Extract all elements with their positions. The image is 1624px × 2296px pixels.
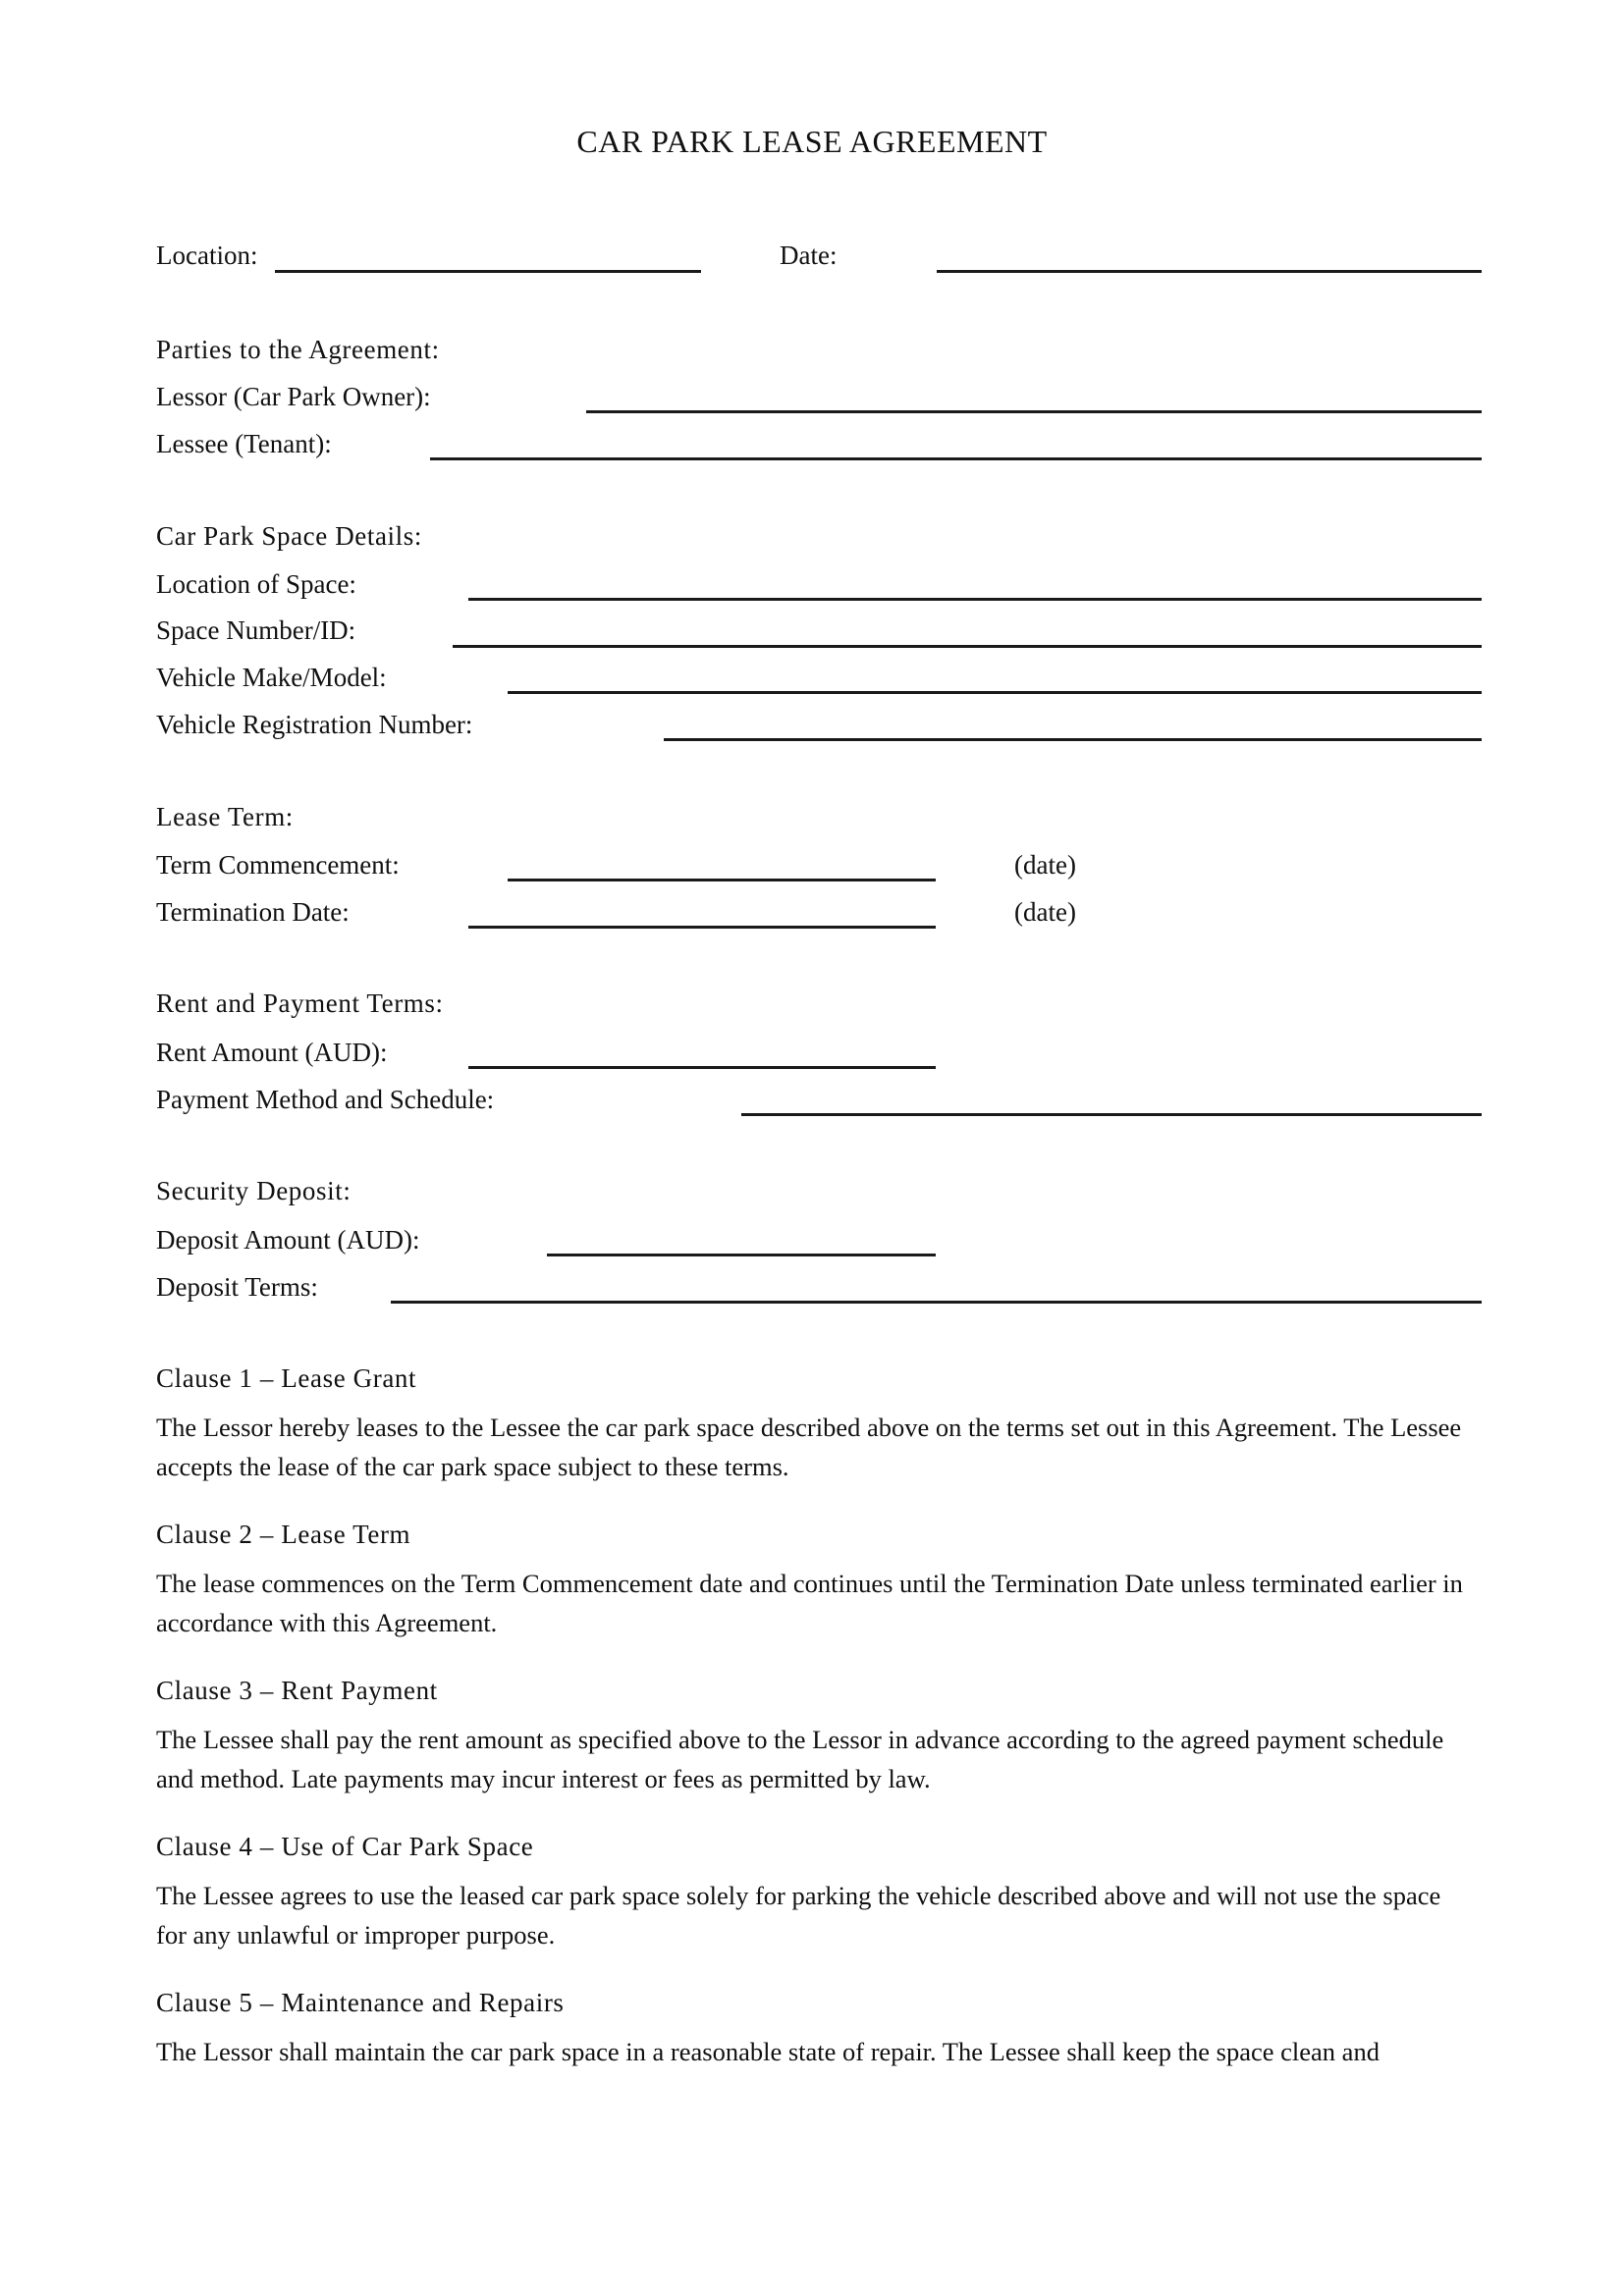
- clause-body: The lease commences on the Term Commencement date and continues until the Termination Date unless terminated earlier in accordance with this Agreement.: [156, 1569, 1463, 1637]
- deposit-terms-label: Deposit Terms:: [156, 1272, 318, 1302]
- clause-body: The Lessee agrees to use the leased car park space solely for parking the vehicle described above and will not use the space for any unlawful or improper purpose.: [156, 1881, 1441, 1949]
- space-number-field[interactable]: [453, 645, 1482, 648]
- deposit-terms-field[interactable]: [391, 1301, 1482, 1304]
- registration-field[interactable]: [664, 738, 1482, 741]
- commencement-row: [0, 845, 1624, 884]
- clause-body: The Lessor hereby leases to the Lessee the car park space described above on the terms set out in this Agreement. The Lessee accepts the lease of the car park space subject to these terms.: [156, 1413, 1462, 1481]
- rent-amount-row: [0, 1033, 1624, 1072]
- lessee-row: [0, 424, 1624, 463]
- date-field[interactable]: [937, 270, 1482, 273]
- termination-suffix: (date): [1014, 897, 1076, 927]
- parties-heading: Parties to the Agreement:: [156, 335, 440, 364]
- commencement-suffix: (date): [1014, 850, 1076, 880]
- term-heading: Lease Term:: [156, 802, 294, 831]
- lessor-label: Lessor (Car Park Owner):: [156, 382, 431, 411]
- deposit-heading: Security Deposit:: [156, 1176, 352, 1205]
- location-label: Location:: [156, 240, 258, 270]
- registration-label: Vehicle Registration Number:: [156, 710, 473, 739]
- payment-method-row: [0, 1080, 1624, 1119]
- payment-method-field[interactable]: [741, 1113, 1482, 1116]
- vehicle-label: Vehicle Make/Model:: [156, 663, 387, 692]
- space-location-label: Location of Space:: [156, 569, 356, 599]
- lessee-label: Lessee (Tenant):: [156, 429, 332, 458]
- clause-2: [156, 1519, 1472, 1642]
- space-location-row: [0, 564, 1624, 604]
- payment-method-label: Payment Method and Schedule:: [156, 1085, 495, 1114]
- deposit-amount-label: Deposit Amount (AUD):: [156, 1225, 420, 1255]
- clause-title: Clause 2 – Lease Term: [156, 1520, 411, 1549]
- registration-row: [0, 705, 1624, 744]
- lessee-field[interactable]: [430, 457, 1482, 460]
- vehicle-row: [0, 658, 1624, 697]
- document-title: CAR PARK LEASE AGREEMENT: [576, 124, 1048, 159]
- rent-heading: Rent and Payment Terms:: [156, 988, 444, 1018]
- vehicle-field[interactable]: [508, 691, 1482, 694]
- space-location-field[interactable]: [468, 598, 1482, 601]
- deposit-amount-field[interactable]: [547, 1254, 936, 1256]
- rent-amount-field[interactable]: [468, 1066, 936, 1069]
- clause-title: Clause 3 – Rent Payment: [156, 1676, 438, 1705]
- clause-5: [156, 1987, 1472, 2071]
- termination-label: Termination Date:: [156, 897, 350, 927]
- clause-1: [156, 1362, 1472, 1486]
- lessor-field[interactable]: [586, 410, 1482, 413]
- lessor-row: [0, 377, 1624, 416]
- clause-4: [156, 1831, 1472, 1954]
- termination-field[interactable]: [468, 926, 936, 929]
- date-label: Date:: [780, 240, 838, 270]
- clause-title: Clause 5 – Maintenance and Repairs: [156, 1988, 565, 2017]
- space-heading: Car Park Space Details:: [156, 521, 422, 551]
- clause-title: Clause 1 – Lease Grant: [156, 1363, 417, 1393]
- commencement-field[interactable]: [508, 879, 936, 881]
- clause-body: The Lessee shall pay the rent amount as specified above to the Lessor in advance according to the agreed payment schedule and method. Late payments may incur interest or fees as permitted by law.: [156, 1725, 1444, 1793]
- rent-amount-label: Rent Amount (AUD):: [156, 1038, 388, 1067]
- header-row: [0, 236, 1624, 275]
- space-number-row: [0, 611, 1624, 650]
- commencement-label: Term Commencement:: [156, 850, 400, 880]
- location-field[interactable]: [275, 270, 701, 273]
- deposit-terms-row: [0, 1267, 1624, 1307]
- clause-3: [156, 1675, 1472, 1798]
- clause-body: The Lessor shall maintain the car park space in a reasonable state of repair. The Lessee shall keep the space clean and: [156, 2037, 1380, 2066]
- deposit-amount-row: [0, 1220, 1624, 1259]
- termination-row: [0, 892, 1624, 932]
- space-number-label: Space Number/ID:: [156, 615, 356, 645]
- clause-title: Clause 4 – Use of Car Park Space: [156, 1832, 534, 1861]
